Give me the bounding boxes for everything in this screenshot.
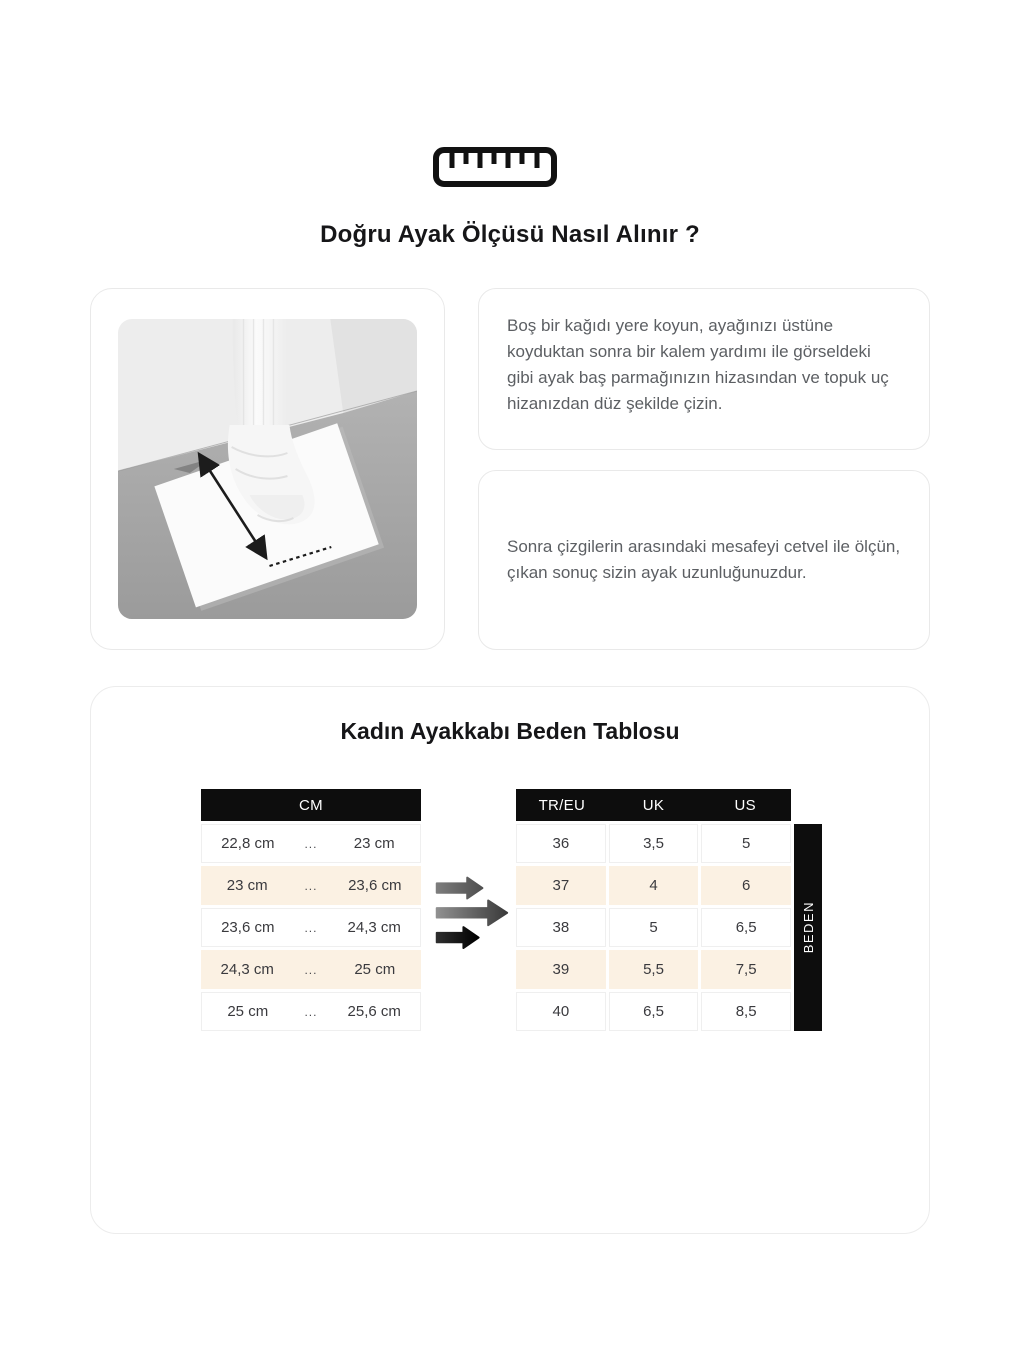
size-table-header <box>516 789 791 821</box>
size-cell: 5 <box>609 908 699 947</box>
size-cell: 4 <box>609 866 699 905</box>
size-cell: 5,5 <box>609 950 699 989</box>
size-cell: 8,5 <box>701 992 791 1031</box>
size-cell: 3,5 <box>609 824 699 863</box>
cm-to: 23,6 cm <box>348 877 402 894</box>
cm-table <box>201 789 421 1031</box>
cm-to: 25 cm <box>354 961 396 978</box>
table-row <box>201 908 421 947</box>
cm-to: 25,6 cm <box>347 1003 401 1020</box>
size-cell: 6,5 <box>609 992 699 1031</box>
size-cell: 5 <box>701 824 791 863</box>
size-cell: 39 <box>516 950 606 989</box>
instruction-step-2-box <box>478 470 930 650</box>
table-row <box>201 866 421 905</box>
header-tr-eu: TR/EU <box>538 796 586 814</box>
measure-section <box>90 288 930 650</box>
cm-from: 23,6 cm <box>221 919 275 936</box>
table-row <box>516 908 791 947</box>
header-uk: UK <box>642 796 665 814</box>
table-row <box>516 866 791 905</box>
header-us: US <box>734 796 756 814</box>
cm-header-label: CM <box>299 796 323 814</box>
table-row <box>201 992 421 1031</box>
size-chart-card <box>90 686 930 1234</box>
range-dots: ... <box>304 962 318 977</box>
table-row <box>201 950 421 989</box>
size-cell: 38 <box>516 908 606 947</box>
table-row <box>201 824 421 863</box>
cm-to: 23 cm <box>353 835 395 852</box>
size-cell: 36 <box>516 824 606 863</box>
size-cell: 40 <box>516 992 606 1031</box>
range-dots: ... <box>304 836 318 851</box>
cm-table-header <box>201 789 421 821</box>
size-cell: 6,5 <box>701 908 791 947</box>
ruler-icon <box>433 146 557 188</box>
size-cell: 7,5 <box>701 950 791 989</box>
cm-to: 24,3 cm <box>347 919 401 936</box>
size-cell: 37 <box>516 866 606 905</box>
cm-from: 24,3 cm <box>220 961 274 978</box>
foot-measure-photo-card <box>90 288 445 650</box>
instruction-step-1-text: Boş bir kağıdı yere koyun, ayağınızı üstüne koyduktan sonra bir kalem yardımı ile görseldeki gibi ayak baş parmağınızın hizasından ve topuk uç hizanızdan düz şekilde çizin. <box>507 316 889 413</box>
range-dots: ... <box>304 878 318 893</box>
foot-measure-photo <box>118 319 417 619</box>
table-row <box>516 992 791 1031</box>
size-cell: 6 <box>701 866 791 905</box>
page-title: Doğru Ayak Ölçüsü Nasıl Alınır ? <box>320 221 700 248</box>
cm-from: 23 cm <box>226 877 268 894</box>
table-row <box>516 824 791 863</box>
size-chart-title: Kadın Ayakkabı Beden Tablosu <box>340 718 680 744</box>
cm-from: 22,8 cm <box>221 835 275 852</box>
beden-label-text: BEDEN <box>800 901 816 954</box>
instruction-step-1-box <box>478 288 930 450</box>
range-dots: ... <box>304 920 318 935</box>
size-table <box>516 789 791 1031</box>
instruction-step-2-text: Sonra çizgilerin arasındaki mesafeyi cetvel ile ölçün, çıkan sonuç sizin ayak uzunluğunuzdur. <box>507 537 901 582</box>
table-row <box>516 950 791 989</box>
beden-side-label <box>794 824 822 1031</box>
instructions-column <box>478 288 930 650</box>
range-dots: ... <box>304 1004 318 1019</box>
transfer-arrows-icon <box>432 869 510 949</box>
cm-from: 25 cm <box>227 1003 269 1020</box>
